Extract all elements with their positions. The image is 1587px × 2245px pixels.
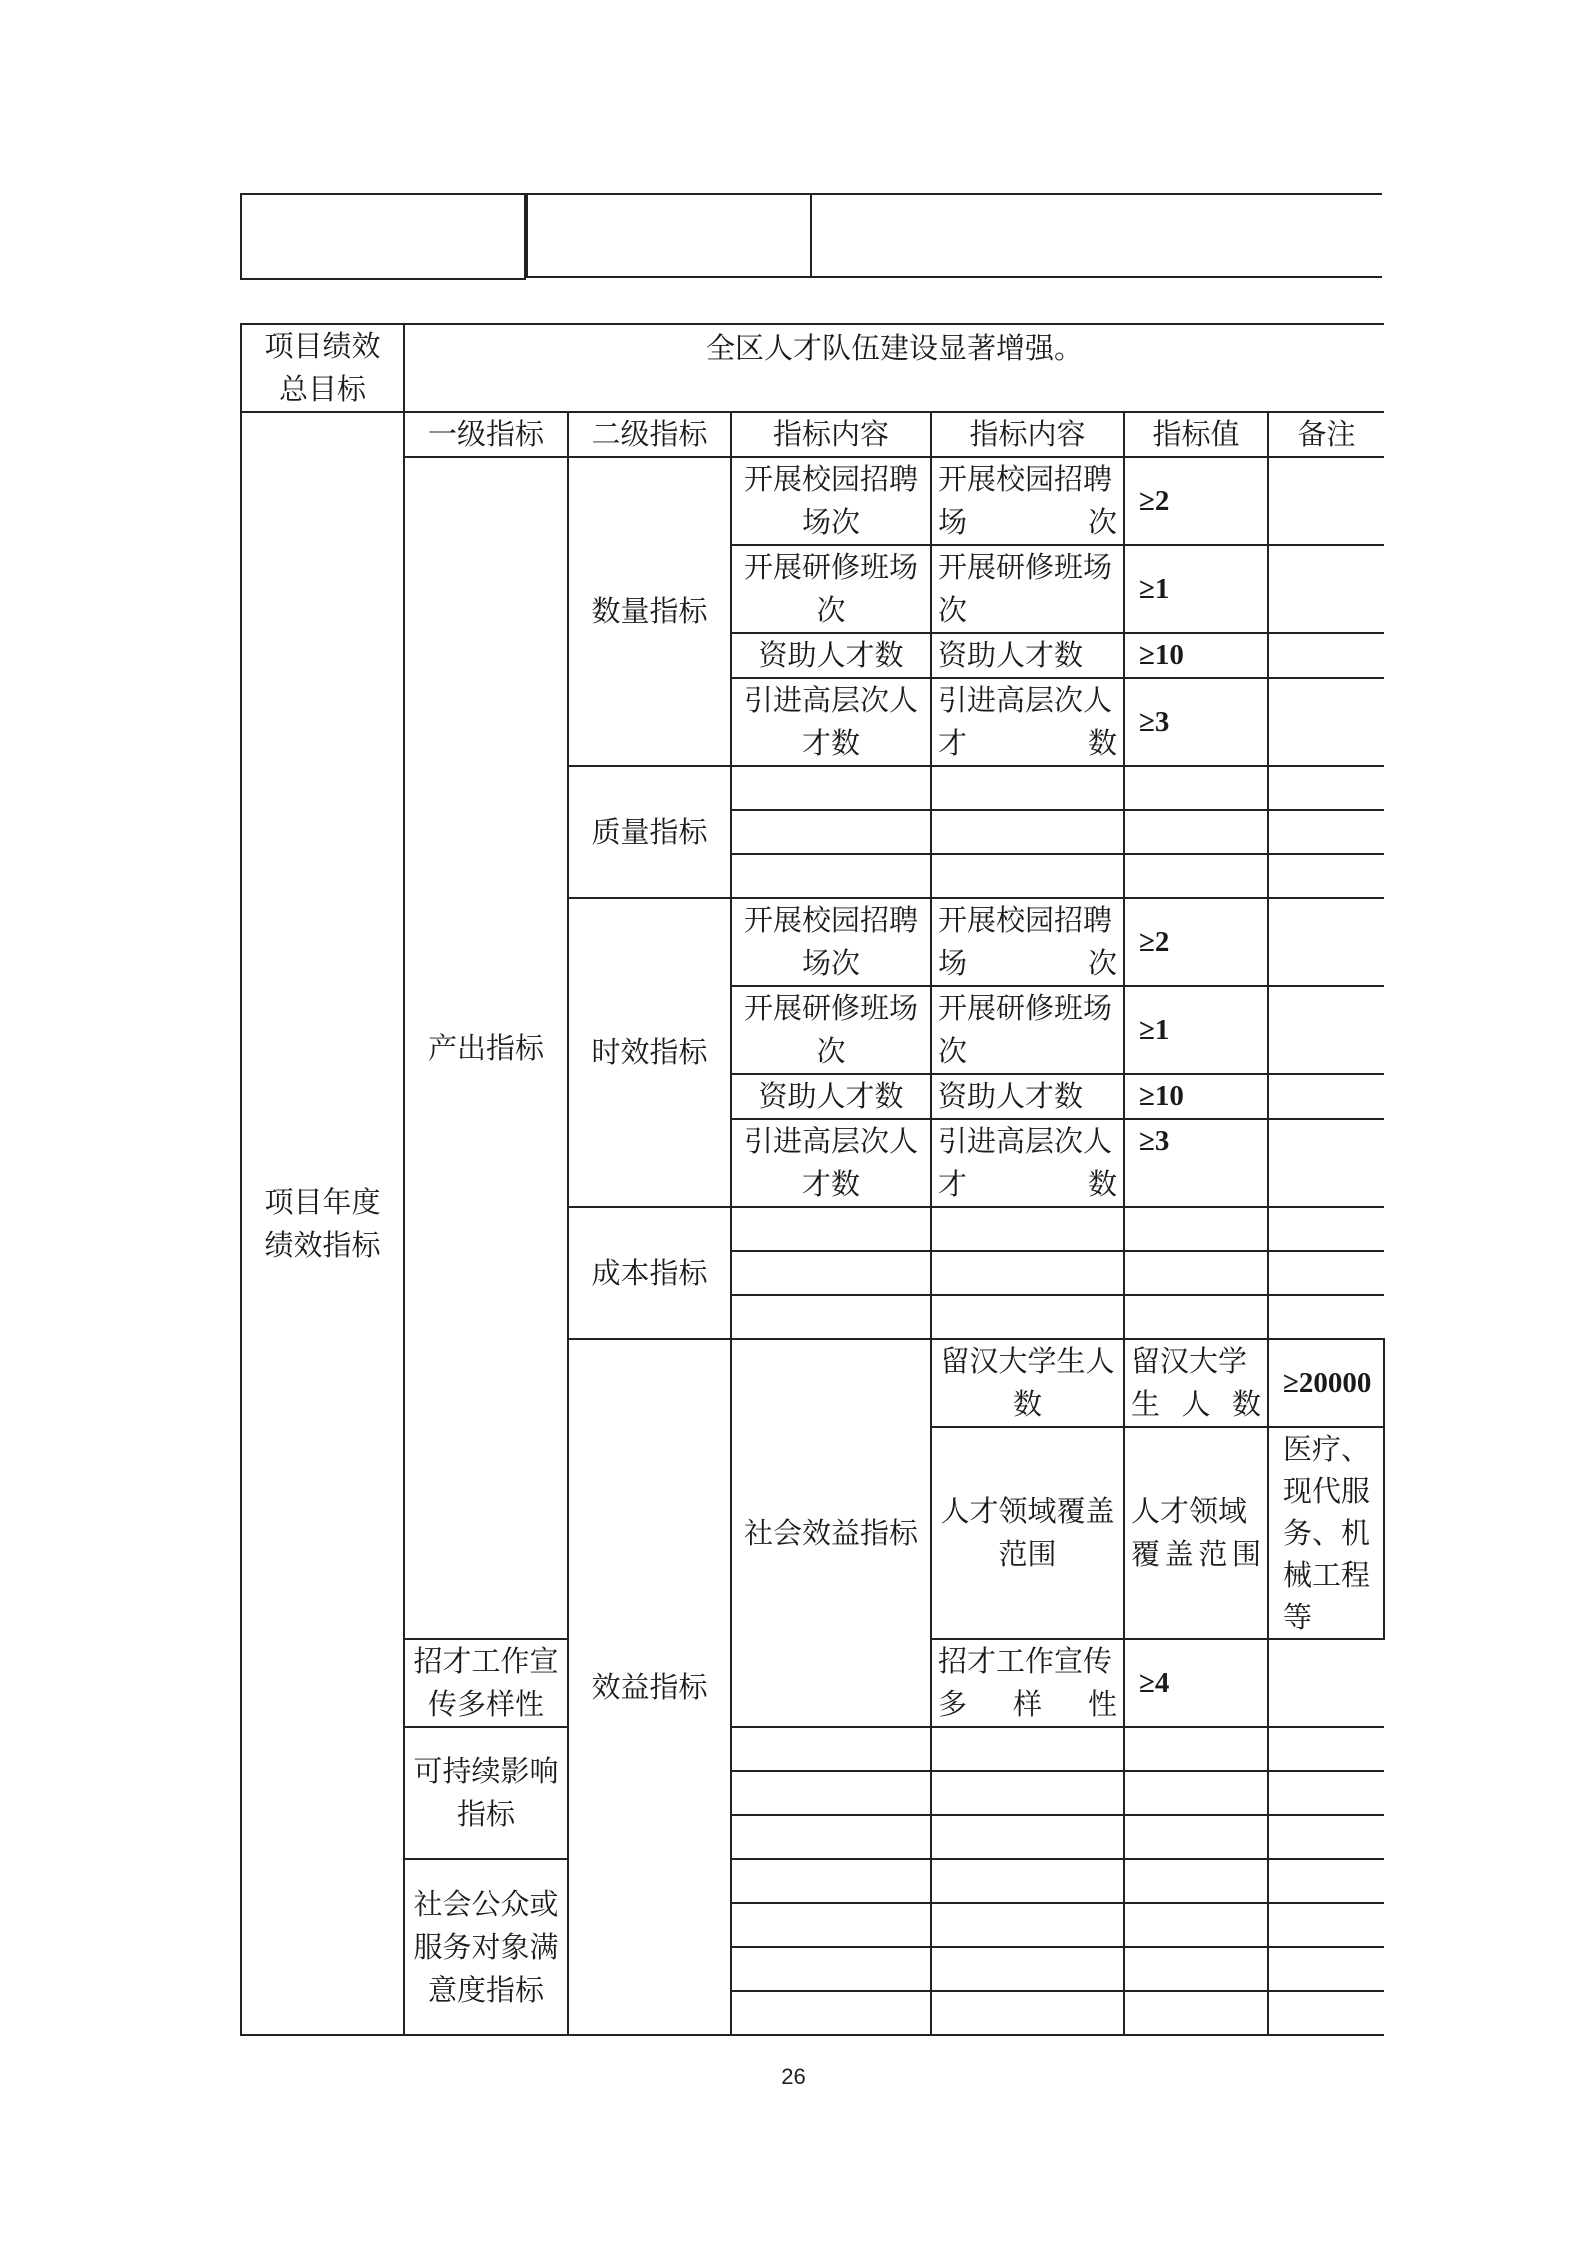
- indicator-content: 引进高层次人才数: [931, 1119, 1124, 1207]
- empty-cell: [931, 1903, 1124, 1947]
- quality-indicator-label: 质量指标: [568, 766, 731, 898]
- satisfaction-indicator-label: 社会公众或服务对象满意度指标: [404, 1859, 568, 2035]
- empty-cell: [1124, 854, 1268, 898]
- indicator-note: [1268, 898, 1384, 986]
- empty-cell: [931, 1207, 1124, 1251]
- empty-cell: [731, 1815, 931, 1859]
- empty-cell: [1124, 1903, 1268, 1947]
- indicator-note: [1268, 457, 1384, 545]
- empty-cell: [1124, 1947, 1268, 1991]
- empty-cell: [731, 1771, 931, 1815]
- empty-cell: [931, 1815, 1124, 1859]
- fragment-cell: [526, 193, 812, 278]
- indicator-value: ≥3: [1124, 678, 1268, 766]
- indicator-content: 招才工作宣传多样性: [931, 1639, 1124, 1727]
- indicator-note: [1268, 678, 1384, 766]
- empty-cell: [1268, 1251, 1384, 1295]
- empty-cell: [1268, 1859, 1384, 1903]
- empty-cell: [731, 1207, 931, 1251]
- indicator-value: ≥1: [1124, 545, 1268, 633]
- indicator-value: ≥2: [1124, 457, 1268, 545]
- empty-cell: [931, 1295, 1124, 1339]
- empty-cell: [1268, 1991, 1384, 2035]
- indicator-content: 开展校园招聘场次: [731, 457, 931, 545]
- indicator-content: 资助人才数: [731, 633, 931, 678]
- empty-cell: [731, 1903, 931, 1947]
- empty-cell: [1124, 810, 1268, 854]
- indicator-content: 开展校园招聘场次: [731, 898, 931, 986]
- empty-cell: [731, 766, 931, 810]
- indicator-content: 人才领域覆盖范围: [931, 1427, 1124, 1639]
- empty-cell: [1268, 1903, 1384, 1947]
- empty-cell: [1268, 1207, 1384, 1251]
- empty-cell: [931, 810, 1124, 854]
- indicator-content: 开展校园招聘场次: [931, 898, 1124, 986]
- timeliness-indicator-label: 时效指标: [568, 898, 731, 1207]
- indicator-value: ≥20000: [1268, 1339, 1384, 1427]
- empty-cell: [1268, 1771, 1384, 1815]
- page-number: 26: [781, 2064, 806, 2089]
- indicator-value: ≥3: [1124, 1119, 1268, 1207]
- empty-cell: [1268, 1727, 1384, 1771]
- empty-cell: [1124, 1771, 1268, 1815]
- header-content-a: 指标内容: [731, 412, 931, 457]
- empty-cell: [1268, 1947, 1384, 1991]
- empty-cell: [731, 854, 931, 898]
- indicator-content: 人才领域覆盖范围: [1124, 1427, 1268, 1639]
- empty-cell: [1124, 1251, 1268, 1295]
- header-note: 备注: [1268, 412, 1384, 457]
- empty-cell: [1124, 1727, 1268, 1771]
- fragment-cell: [240, 193, 526, 280]
- indicator-content: 引进高层次人才数: [931, 678, 1124, 766]
- header-value: 指标值: [1124, 412, 1268, 457]
- indicator-value: ≥10: [1124, 1074, 1268, 1119]
- empty-cell: [931, 1771, 1124, 1815]
- indicator-content: 开展研修班场次: [731, 545, 931, 633]
- indicator-content: 资助人才数: [931, 1074, 1124, 1119]
- empty-cell: [731, 1991, 931, 2035]
- empty-cell: [931, 1947, 1124, 1991]
- header-level2: 二级指标: [568, 412, 731, 457]
- header-level1: 一级指标: [404, 412, 568, 457]
- indicator-content: 招才工作宣传多样性: [404, 1639, 568, 1727]
- quantity-indicator-label: 数量指标: [568, 457, 731, 766]
- empty-cell: [931, 1727, 1124, 1771]
- empty-cell: [931, 1251, 1124, 1295]
- empty-cell: [931, 854, 1124, 898]
- indicator-content: 开展校园招聘场次: [931, 457, 1124, 545]
- sustainable-impact-label: 可持续影响指标: [404, 1727, 568, 1859]
- empty-cell: [931, 1991, 1124, 2035]
- empty-cell: [731, 1251, 931, 1295]
- empty-cell: [1268, 766, 1384, 810]
- indicator-content: 引进高层次人才数: [731, 678, 931, 766]
- indicator-content: 开展研修班场次: [731, 986, 931, 1074]
- indicator-value: ≥1: [1124, 986, 1268, 1074]
- empty-cell: [731, 1295, 931, 1339]
- benefit-indicator-label: 效益指标: [568, 1339, 731, 2035]
- empty-cell: [1124, 1295, 1268, 1339]
- empty-cell: [1268, 1295, 1384, 1339]
- previous-table-fragment: [240, 193, 1380, 280]
- cost-indicator-label: 成本指标: [568, 1207, 731, 1339]
- empty-cell: [931, 766, 1124, 810]
- social-benefit-label: 社会效益指标: [731, 1339, 931, 1727]
- header-content-b: 指标内容: [931, 412, 1124, 457]
- indicator-note: [1268, 1639, 1384, 1727]
- indicator-note: [1268, 1074, 1384, 1119]
- empty-cell: [1124, 766, 1268, 810]
- empty-cell: [731, 810, 931, 854]
- fragment-cell: [810, 193, 1382, 278]
- empty-cell: [731, 1947, 931, 1991]
- indicator-content: 留汉大学生人数: [931, 1339, 1124, 1427]
- indicator-value: ≥4: [1124, 1639, 1268, 1727]
- output-indicator-label: 产出指标: [404, 457, 568, 1639]
- indicator-note: [1268, 633, 1384, 678]
- indicator-content: 开展研修班场次: [931, 986, 1124, 1074]
- empty-cell: [1268, 810, 1384, 854]
- indicator-value: ≥10: [1124, 633, 1268, 678]
- indicator-value: 医疗、现代服务、机械工程等: [1268, 1427, 1384, 1639]
- empty-cell: [1124, 1991, 1268, 2035]
- overall-goal-text: 全区人才队伍建设显著增强。: [404, 324, 1384, 412]
- indicator-content: 开展研修班场次: [931, 545, 1124, 633]
- indicator-note: [1268, 545, 1384, 633]
- empty-cell: [1124, 1859, 1268, 1903]
- empty-cell: [931, 1859, 1124, 1903]
- indicator-note: [1268, 1119, 1384, 1207]
- empty-cell: [731, 1859, 931, 1903]
- empty-cell: [1124, 1207, 1268, 1251]
- empty-cell: [1124, 1815, 1268, 1859]
- annual-indicators-label: 项目年度 绩效指标: [241, 412, 404, 2035]
- indicator-note: [1268, 986, 1384, 1074]
- indicator-content: 留汉大学生人数: [1124, 1339, 1268, 1427]
- empty-cell: [731, 1727, 931, 1771]
- empty-cell: [1268, 1815, 1384, 1859]
- indicator-content: 资助人才数: [931, 633, 1124, 678]
- performance-goal-table: [240, 323, 1384, 2036]
- empty-cell: [1268, 854, 1384, 898]
- indicator-value: ≥2: [1124, 898, 1268, 986]
- indicator-content: 资助人才数: [731, 1074, 931, 1119]
- overall-goal-label: 项目绩效 总目标: [241, 324, 404, 412]
- indicator-content: 引进高层次人才数: [731, 1119, 931, 1207]
